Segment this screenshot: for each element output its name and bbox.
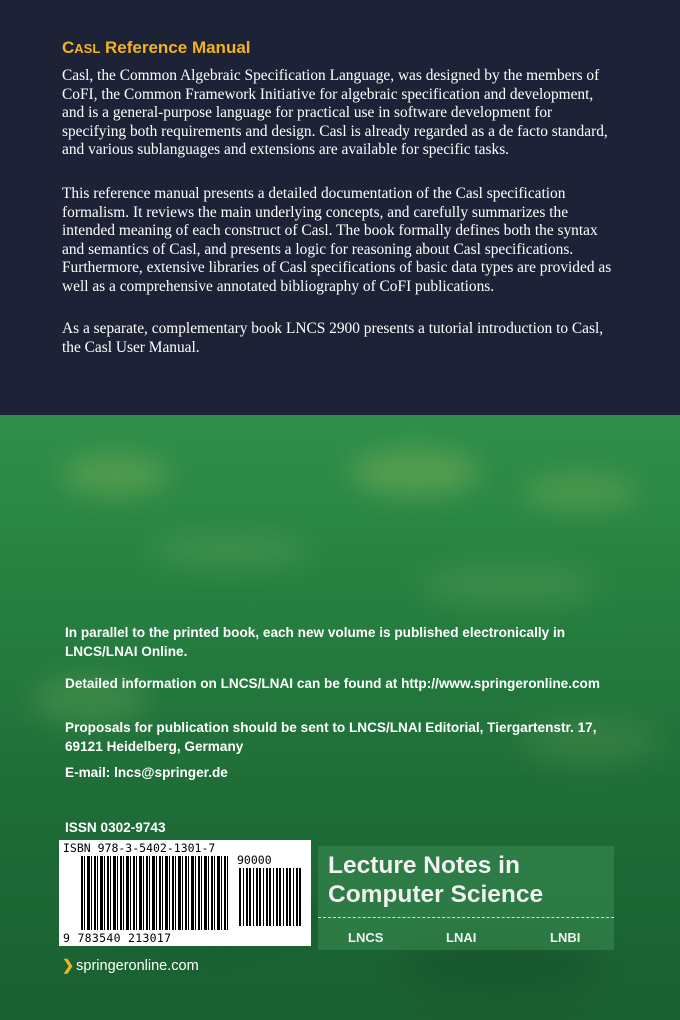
description-paragraph-3: As a separate, complementary book LNCS 2900 presents a tutorial introduction to Casl, the Casl User Manual. — [62, 320, 604, 356]
info-note: Detailed information on LNCS/LNAI can be found at http://www.springeronline.com — [65, 676, 600, 691]
description-paragraph-1: Casl, the Common Algebraic Specification Language, was designed by the members of CoFI, the Common Framework Initiative for algebraic specification and development, and is a general-purpose language for practical use in software development for specifying both requirements and design. Casl is already regarded as a de facto standard, and various sublanguages and extensions are available for specific tasks. — [62, 67, 608, 159]
barcode — [59, 840, 311, 946]
description-paragraph-2: This reference manual presents a detailed documentation of the Casl specification formalism. It reviews the main underlying concepts, and carefully summarizes the intended meaning of each construct of Casl. The book formally defines both the syntax and semantics of Casl, and presents a logic for reasoning about Casl specifications. Furthermore, extensive libraries of Casl specifications of basic data types are provided as well as a comprehensive annotated bibliography of CoFI publications. — [62, 185, 612, 295]
barcode-bars — [81, 856, 229, 930]
description-panel — [0, 0, 680, 415]
email-note: E-mail: lncs@springer.de — [65, 765, 228, 780]
subseries-lnbi: LNBI — [550, 930, 581, 945]
title-small-caps: ASL — [74, 41, 101, 56]
barcode-addon-bars — [239, 868, 303, 926]
publisher-url: springeronline.com — [76, 958, 199, 974]
series-title-line-1: Lecture Notes in — [328, 852, 520, 879]
series-logo — [318, 846, 614, 950]
barcode-digits: 9 783540 213017 — [63, 931, 172, 945]
subseries-lnai: LNAI — [446, 930, 477, 945]
title-rest: Reference Manual — [100, 38, 251, 57]
series-divider — [318, 917, 614, 918]
publisher-link[interactable] — [62, 958, 199, 974]
series-title — [328, 851, 543, 909]
proposal-note: Proposals for publication should be sent to LNCS/LNAI Editorial, Tiergartenstr. 17, 69121 Heidelberg, Germany — [65, 720, 597, 754]
series-title-line-2: Computer Science — [328, 881, 544, 908]
title-lead: C — [62, 38, 75, 57]
barcode-addon: 90000 — [237, 853, 272, 867]
book-title — [62, 38, 251, 58]
isbn-text: ISBN 978-3-5402-1301-7 — [63, 841, 216, 855]
subseries-lncs: LNCS — [348, 930, 384, 945]
issn: ISSN 0302-9743 — [65, 820, 166, 835]
chevron-right-icon: ❯ — [62, 958, 75, 974]
online-note: In parallel to the printed book, each new volume is published electronically in LNCS/LNAI Online. — [65, 625, 566, 659]
